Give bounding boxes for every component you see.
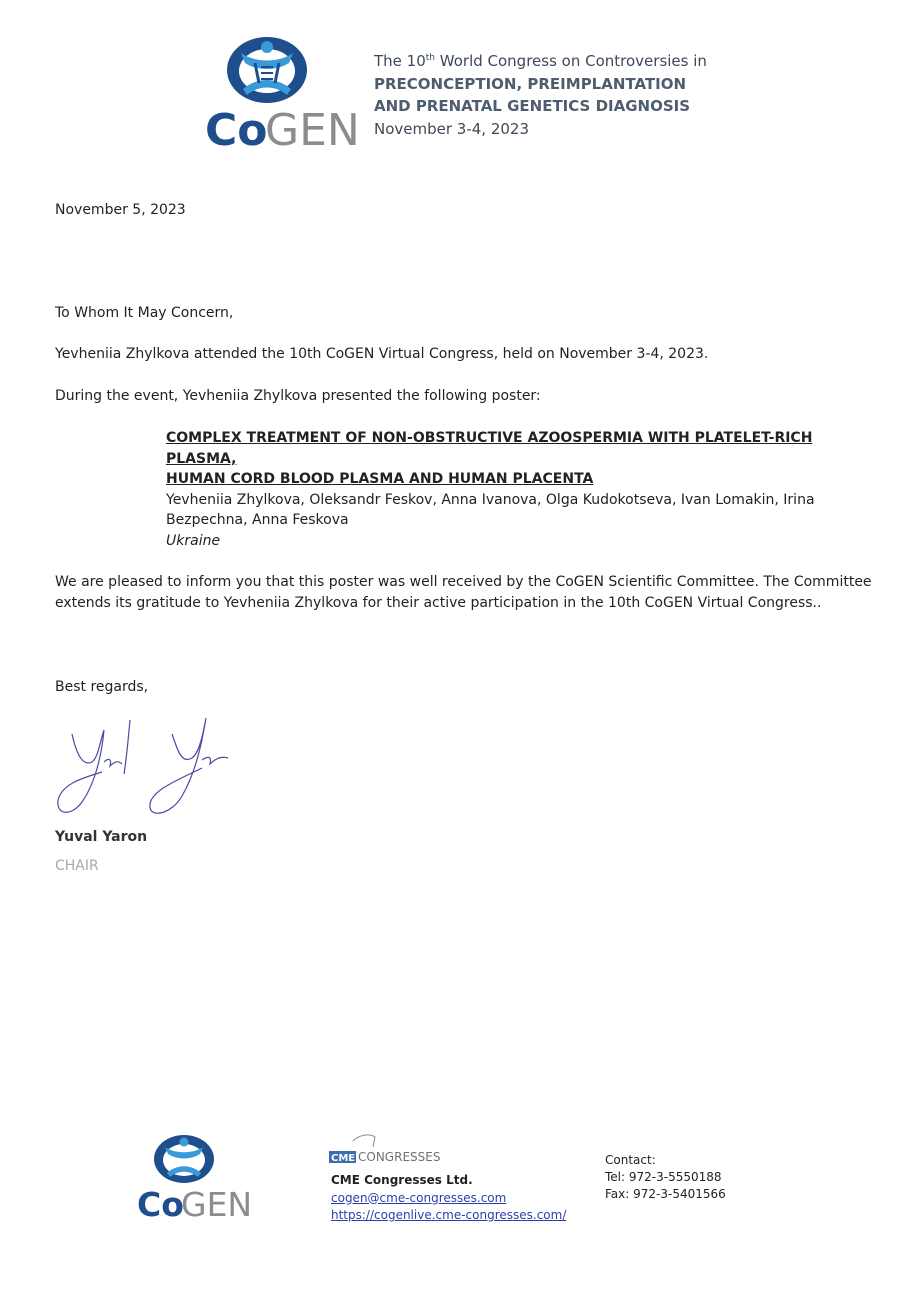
poster-authors-line1: Yevheniia Zhylkova, Oleksandr Feskov, Anna Ivanova, Olga Kudokotseva, Ivan Lomakin, Irina [166, 491, 815, 508]
poster-country: Ukraine [166, 532, 221, 549]
cme-congresses-logo [329, 1133, 449, 1167]
salutation: To Whom It May Concern, [55, 305, 234, 321]
signature-image [52, 712, 232, 824]
congress-dates: November 3-4, 2023 [374, 119, 530, 138]
svg-text:CONGRESSES: CONGRESSES [358, 1150, 441, 1164]
contact-fax: Fax: 972-3-5401566 [605, 1187, 726, 1201]
footer-cogen-logo [137, 1132, 253, 1224]
svg-text:CME: CME [331, 1153, 356, 1164]
poster-details [166, 428, 866, 551]
closing-line2: extends its gratitude to Yevheniia Zhylkova for their active participation in the 10th CoGEN Virtual Congress.. [55, 595, 822, 611]
congress-topic-line1: PRECONCEPTION, PREIMPLANTATION [374, 74, 687, 93]
signer-name: Yuval Yaron [55, 829, 148, 845]
poster-title-line2: HUMAN CORD BLOOD PLASMA AND HUMAN PLACENTA [166, 471, 594, 487]
contact-label: Contact: [605, 1153, 656, 1167]
poster-title-line1: COMPLEX TREATMENT OF NON-OBSTRUCTIVE AZOOSPERMIA WITH PLATELET-RICH PLASMA, [166, 430, 813, 467]
poster-authors-line2: Bezpechna, Anna Feskova [166, 512, 349, 528]
best-regards: Best regards, [55, 679, 149, 695]
congress-header [374, 50, 707, 140]
company-name: CME Congresses Ltd. [331, 1173, 473, 1187]
signer-title: CHAIR [55, 858, 99, 874]
congress-topic-line2: AND PRENATAL GENETICS DIAGNOSIS [374, 97, 691, 115]
presentation-statement: During the event, Yevheniia Zhylkova presented the following poster: [55, 388, 541, 404]
email-link[interactable]: cogen@cme-congresses.com [331, 1190, 507, 1205]
letter-date: November 5, 2023 [55, 202, 186, 218]
attendance-statement: Yevheniia Zhylkova attended the 10th CoGEN Virtual Congress, held on November 3-4, 2023. [55, 346, 709, 362]
congress-title-line: The 10th World Congress on Controversies in [374, 52, 707, 70]
cogen-emblem-icon [137, 1132, 253, 1224]
closing-line1: We are pleased to inform you that this poster was well received by the CoGEN Scientific Committee. The Committee [55, 574, 872, 590]
contact-tel: Tel: 972-3-5550188 [605, 1170, 722, 1184]
svg-text:Co: Co [137, 1185, 184, 1224]
contact-info [605, 1152, 726, 1203]
website-link[interactable]: https://cogenlive.cme-congresses.com/ [331, 1208, 567, 1222]
cogen-emblem-icon [205, 33, 360, 156]
svg-text:GEN: GEN [181, 1185, 253, 1224]
company-info [331, 1172, 566, 1225]
cogen-logo [205, 33, 360, 156]
svg-text:Co: Co [205, 105, 268, 156]
svg-text:GEN: GEN [265, 105, 360, 156]
closing-paragraph [55, 572, 875, 614]
cme-logo-icon [329, 1133, 449, 1167]
